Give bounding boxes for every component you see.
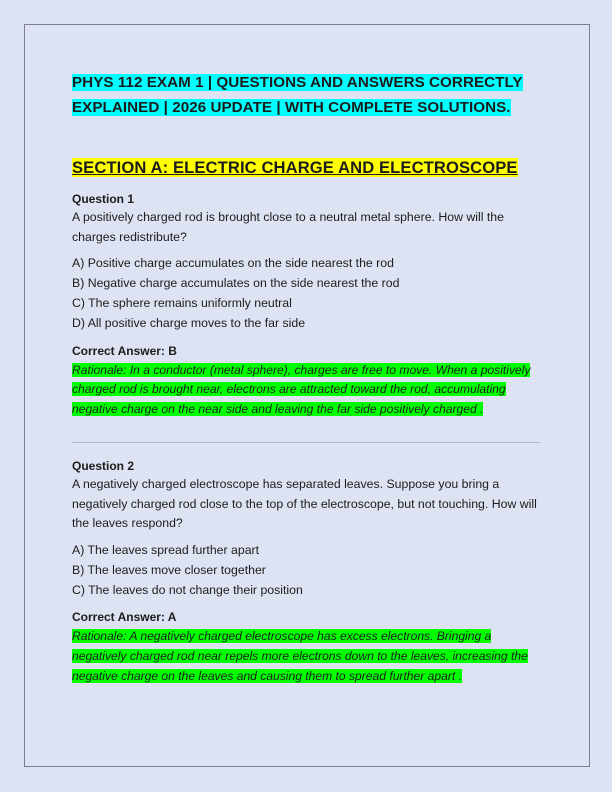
option-c: C) The leaves do not change their position [72,582,303,597]
question-divider [72,442,540,443]
question-label: Question 2 [72,458,135,473]
question-text: A negatively charged electroscope has separated leaves. Suppose you bring a negatively charged rod close to the top of the electroscope, but not touching. How will the leaves respond? [72,476,537,531]
question-1 [72,190,542,420]
rationale: Rationale: A negatively charged electroscope has excess electrons. Bringing a negatively charged rod near repels more electrons down to the leaves, increasing the negative charge on the leaves and causing them to spread further apart . [72,629,528,684]
answer-options [72,254,542,333]
question-2 [72,457,542,687]
option-b: B) Negative charge accumulates on the side nearest the rod [72,276,400,291]
correct-answer: Correct Answer: A [72,610,177,625]
question-text: A positively charged rod is brought close to a neutral metal sphere. How will the charges redistribute? [72,210,504,244]
answer-options [72,541,542,600]
option-a: A) The leaves spread further apart [72,543,260,558]
document-content [72,70,542,687]
document-title: PHYS 112 EXAM 1 | QUESTIONS AND ANSWERS CORRECTLY EXPLAINED | 2026 UPDATE | WITH COMPLETE SOLUTIONS. [72,74,523,116]
section-heading: SECTION A: ELECTRIC CHARGE AND ELECTROSCOPE [72,158,518,177]
correct-answer: Correct Answer: B [72,343,177,358]
option-c: C) The sphere remains uniformly neutral [72,296,292,310]
option-d: D) All positive charge moves to the far side [72,315,306,330]
option-b: B) The leaves move closer together [72,562,266,577]
question-label: Question 1 [72,192,135,206]
rationale: Rationale: In a conductor (metal sphere), charges are free to move. When a positively charged rod is brought near, electrons are attracted toward the rod, accumulating negative charge on the near side and leaving the far side positively charged . [72,362,531,417]
option-a: A) Positive charge accumulates on the side nearest the rod [72,256,394,271]
